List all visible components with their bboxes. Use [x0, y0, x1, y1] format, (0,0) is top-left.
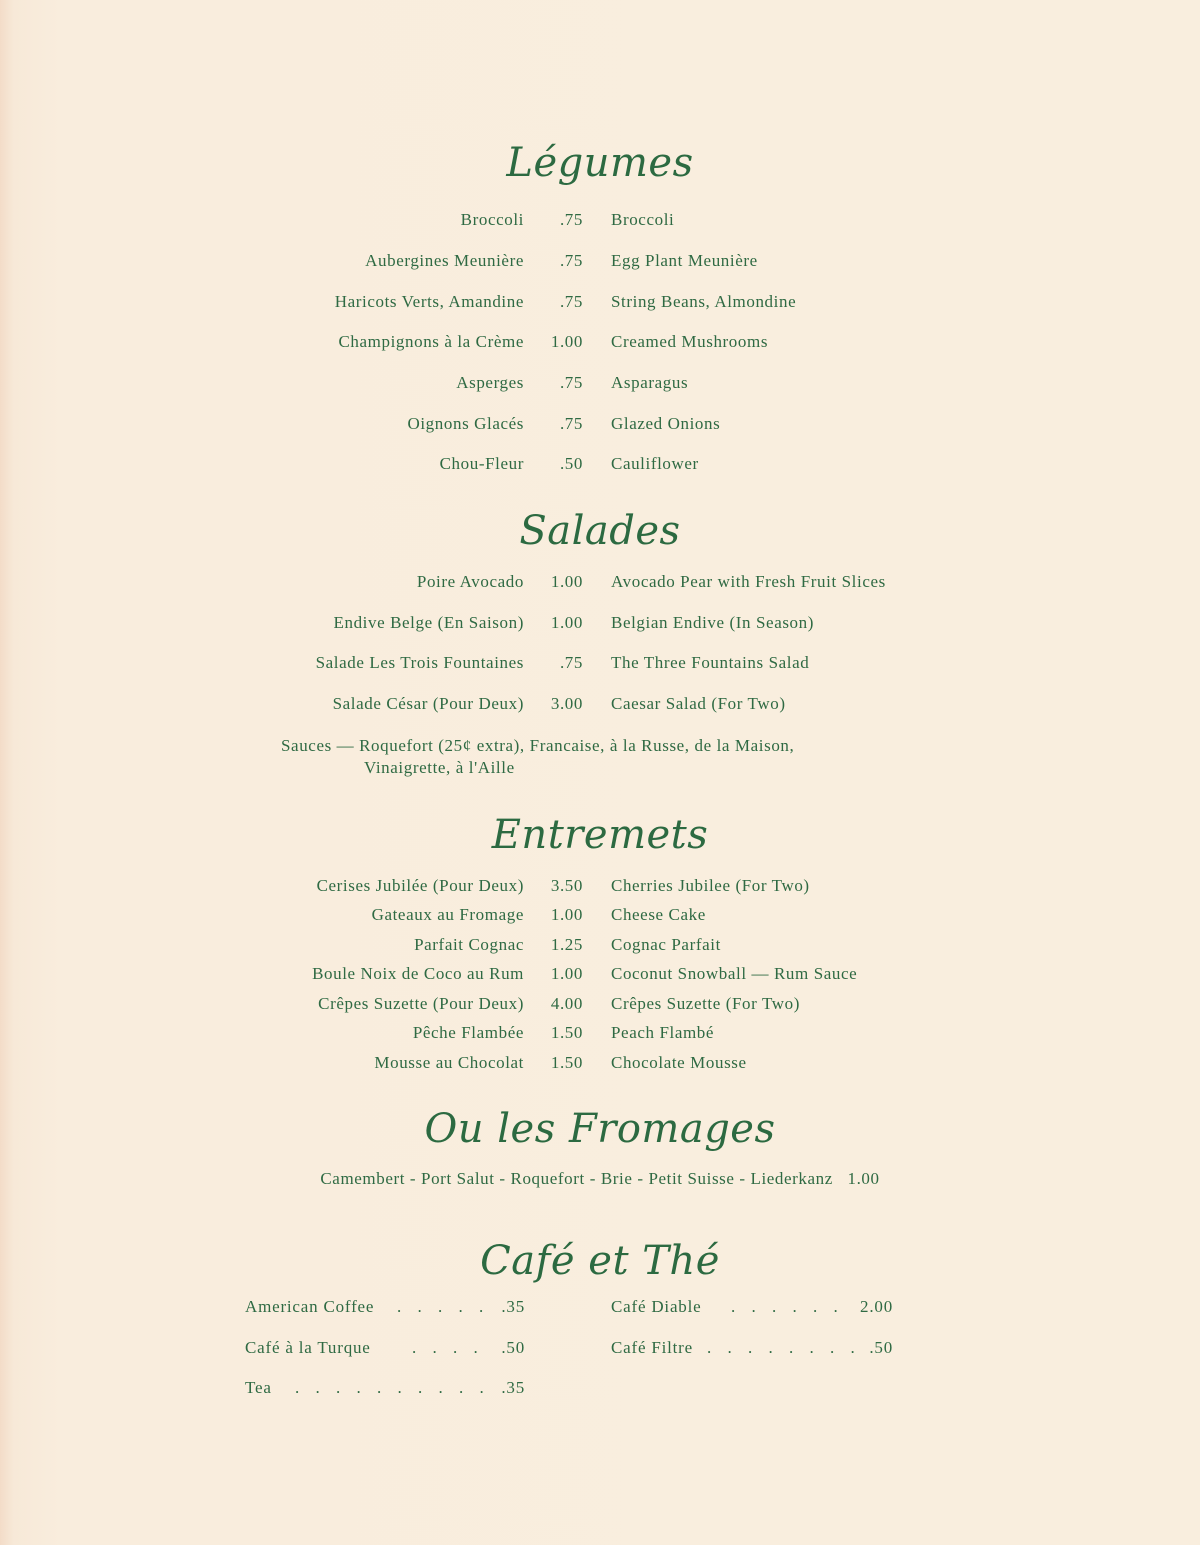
item-name-english: Asparagus [611, 373, 689, 392]
item-name-french: Cerises Jubilée (Pour Deux) [316, 876, 524, 895]
menu-item [0, 964, 1200, 990]
item-name: Café à la Turque [245, 1338, 371, 1357]
item-price: .75 [559, 414, 583, 433]
menu-item [611, 1338, 893, 1362]
item-price: 1.00 [550, 964, 583, 983]
item-name-french: Asperges [456, 373, 524, 392]
section-title-fromages: Ou les Fromages [424, 1106, 776, 1152]
item-name-english: Caesar Salad (For Two) [611, 694, 786, 713]
item-name-english: Crêpes Suzette (For Two) [611, 994, 800, 1013]
item-name-french: Parfait Cognac [414, 935, 524, 954]
menu-item [0, 1023, 1200, 1049]
item-price: 1.00 [550, 332, 583, 351]
sauces-line-1: Sauces — Roquefort (25¢ extra), Francaise, à la Russe, de la Maison, [281, 736, 795, 755]
menu-item [245, 1338, 525, 1362]
item-name-english: Coconut Snowball — Rum Sauce [611, 964, 858, 983]
menu-item [0, 373, 1200, 399]
menu-item [0, 332, 1200, 358]
item-price: .50 [501, 1338, 525, 1357]
menu-item [611, 1297, 893, 1321]
section-title-legumes: Légumes [506, 140, 694, 186]
cheese-list: Camembert - Port Salut - Roquefort - Brie - Petit Suisse - Liederkanz 1.00 [320, 1169, 880, 1188]
menu-item [0, 454, 1200, 480]
item-name: Café Diable [611, 1297, 702, 1316]
item-name-french: Oignons Glacés [407, 414, 524, 433]
leader-dots: . . . . . . [731, 1297, 844, 1316]
item-price: .50 [559, 454, 583, 473]
item-name-french: Crêpes Suzette (Pour Deux) [318, 994, 524, 1013]
section-title-cafe: Café et Thé [480, 1238, 720, 1284]
menu-item [0, 1053, 1200, 1079]
item-name-english: String Beans, Almondine [611, 292, 797, 311]
item-price: .35 [501, 1297, 525, 1316]
item-name-french: Haricots Verts, Amandine [334, 292, 524, 311]
item-name-english: Cheese Cake [611, 905, 706, 924]
menu-item [245, 1378, 525, 1402]
menu-item [0, 994, 1200, 1020]
menu-item [0, 876, 1200, 902]
item-name-english: Creamed Mushrooms [611, 332, 769, 351]
item-name-french: Mousse au Chocolat [374, 1053, 524, 1072]
item-name-english: Cauliflower [611, 454, 699, 473]
menu-item [245, 1297, 525, 1321]
sauces-line-2: Vinaigrette, à l'Aille [364, 758, 515, 777]
item-name-english: Cognac Parfait [611, 935, 721, 954]
item-price: 1.00 [550, 572, 583, 591]
menu-item [0, 210, 1200, 236]
item-name-french: Champignons à la Crème [338, 332, 524, 351]
leader-dots: . . . . . . . . [707, 1338, 861, 1357]
item-name-english: Peach Flambé [611, 1023, 715, 1042]
item-price: 1.50 [550, 1053, 583, 1072]
item-name-french: Poire Avocado [416, 572, 524, 591]
item-name-english: Belgian Endive (In Season) [611, 613, 815, 632]
item-price: 4.00 [550, 994, 583, 1013]
item-name-french: Salade Les Trois Fountaines [315, 653, 524, 672]
menu-item [0, 292, 1200, 318]
item-price: 2.00 [860, 1297, 893, 1316]
item-name-english: The Three Fountains Salad [611, 653, 810, 672]
item-price: 3.50 [550, 876, 583, 895]
menu-item [0, 694, 1200, 720]
menu-item [0, 414, 1200, 440]
item-price: .75 [559, 251, 583, 270]
item-name-french: Salade César (Pour Deux) [332, 694, 524, 713]
leader-dots: . . . . . [397, 1297, 490, 1316]
item-price: 3.00 [550, 694, 583, 713]
item-name-english: Broccoli [611, 210, 675, 229]
menu-item [0, 572, 1200, 598]
menu-item [0, 251, 1200, 277]
item-name-english: Avocado Pear with Fresh Fruit Slices [611, 572, 886, 591]
item-name-english: Glazed Onions [611, 414, 721, 433]
item-name: Café Filtre [611, 1338, 693, 1357]
item-name-english: Cherries Jubilee (For Two) [611, 876, 810, 895]
menu-item [0, 613, 1200, 639]
item-price: .75 [559, 373, 583, 392]
menu-item [0, 653, 1200, 679]
item-price: 1.00 [550, 613, 583, 632]
menu-item [0, 905, 1200, 931]
item-name-french: Endive Belge (En Saison) [333, 613, 524, 632]
item-name-english: Chocolate Mousse [611, 1053, 747, 1072]
item-price: .75 [559, 210, 583, 229]
menu-item [0, 935, 1200, 961]
section-title-entremets: Entremets [491, 812, 709, 858]
item-name-english: Egg Plant Meunière [611, 251, 758, 270]
item-price: 1.50 [550, 1023, 583, 1042]
item-name-french: Boule Noix de Coco au Rum [312, 964, 524, 983]
item-price: .75 [559, 653, 583, 672]
item-name-french: Gateaux au Fromage [371, 905, 524, 924]
item-price: .75 [559, 292, 583, 311]
item-price: 1.00 [550, 905, 583, 924]
item-name: American Coffee [245, 1297, 375, 1316]
leader-dots: . . . . [412, 1338, 484, 1357]
item-name-french: Pêche Flambée [412, 1023, 524, 1042]
item-price: 1.25 [550, 935, 583, 954]
item-name-french: Broccoli [460, 210, 524, 229]
item-name: Tea [245, 1378, 272, 1397]
item-price: .50 [869, 1338, 893, 1357]
item-price: .35 [501, 1378, 525, 1397]
section-title-salades: Salades [519, 508, 681, 554]
leader-dots: . . . . . . . . . . [295, 1378, 490, 1397]
item-name-french: Aubergines Meunière [365, 251, 524, 270]
item-name-french: Chou-Fleur [439, 454, 524, 473]
